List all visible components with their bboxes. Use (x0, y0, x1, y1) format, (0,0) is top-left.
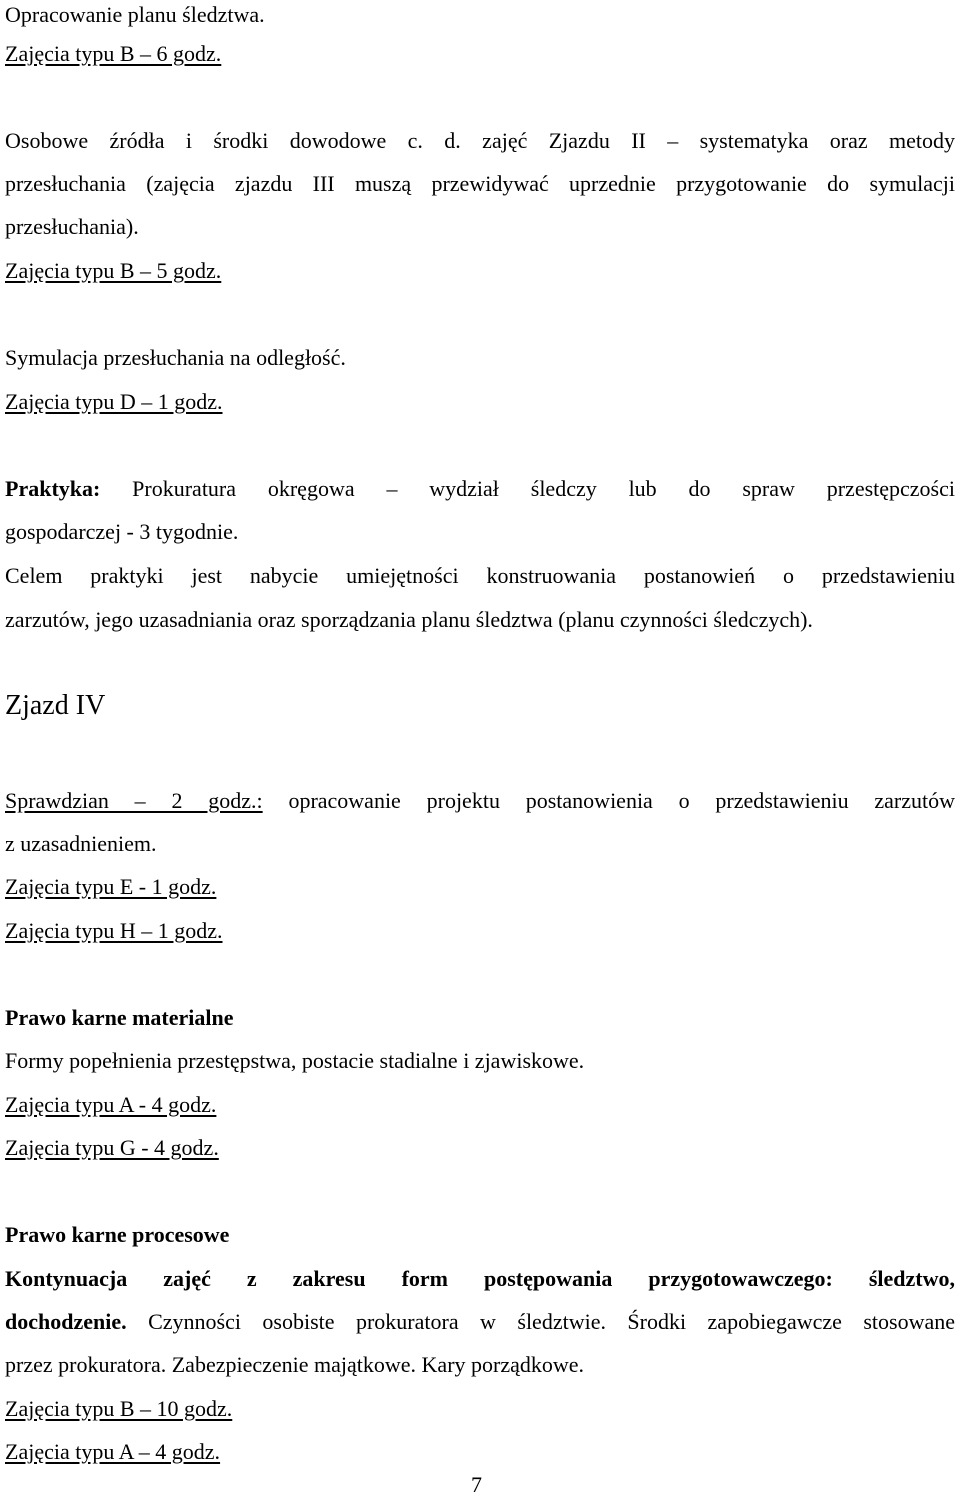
paragraph-line: Formy popełnienia przestępstwa, postacie stadialne i zjawiskowe. (5, 1048, 585, 1073)
paragraph-line: przez prokuratora. Zabezpieczenie majątkowe. Kary porządkowe. (5, 1352, 585, 1377)
class-hours-line: Zajęcia typu A – 4 godz. (5, 1439, 221, 1464)
class-hours-line: Zajęcia typu B – 5 godz. (5, 258, 222, 283)
class-hours-line: Zajęcia typu A - 4 godz. (5, 1092, 217, 1117)
class-hours-line: Zajęcia typu H – 1 godz. (5, 918, 223, 943)
paragraph-line: przesłuchania (zajęcia zjazdu III muszą przewidywać uprzednie przygotowanie do symulacji (5, 171, 955, 196)
class-hours-line: Zajęcia typu B – 10 godz. (5, 1396, 233, 1421)
paragraph-line: gospodarczej - 3 tygodnie. (5, 519, 239, 544)
exam-line (5, 787, 955, 815)
paragraph-line (5, 1308, 955, 1336)
paragraph-line: zarzutów, jego uzasadniania oraz sporządzania planu śledztwa (planu czynności śledczych). (5, 607, 813, 632)
class-hours-line: Zajęcia typu E - 1 godz. (5, 874, 217, 899)
paragraph-line: Kontynuacja zajęć z zakresu form postępowania przygotowawczego: śledztwo, (5, 1266, 955, 1291)
class-hours-line: Zajęcia typu G - 4 godz. (5, 1135, 219, 1160)
paragraph-line: z uzasadnieniem. (5, 831, 157, 856)
paragraph-line: Symulacja przesłuchania na odległość. (5, 345, 346, 370)
exam-text: opracowanie projektu postanowienia o przedstawieniu zarzutów (262, 788, 956, 813)
subject-heading: Prawo karne materialne (5, 1005, 234, 1030)
bold-lead: dochodzenie. (5, 1309, 127, 1334)
section-heading: Zjazd IV (5, 690, 106, 721)
paragraph-text: Czynności osobiste prokuratora w śledztwie. Środki zapobiegawcze stosowane (126, 1309, 955, 1334)
class-hours-line: Zajęcia typu D – 1 godz. (5, 389, 223, 414)
practice-line (5, 475, 955, 503)
paragraph-line: Osobowe źródła i środki dowodowe c. d. zajęć Zjazdu II – systematyka oraz metody (5, 128, 955, 153)
subject-heading: Prawo karne procesowe (5, 1222, 230, 1247)
paragraph-line: przesłuchania). (5, 214, 139, 239)
paragraph-line: Opracowanie planu śledztwa. (5, 2, 265, 27)
page-number: 7 (471, 1472, 482, 1497)
practice-text: Prokuratura okręgowa – wydział śledczy lub do spraw przestępczości (100, 476, 955, 501)
class-hours-line: Zajęcia typu B – 6 godz. (5, 41, 222, 66)
practice-label: Praktyka: (5, 476, 101, 501)
exam-label: Sprawdzian – 2 godz.: (5, 788, 263, 813)
paragraph-line: Celem praktyki jest nabycie umiejętności konstruowania postanowień o przedstawieniu (5, 563, 955, 588)
